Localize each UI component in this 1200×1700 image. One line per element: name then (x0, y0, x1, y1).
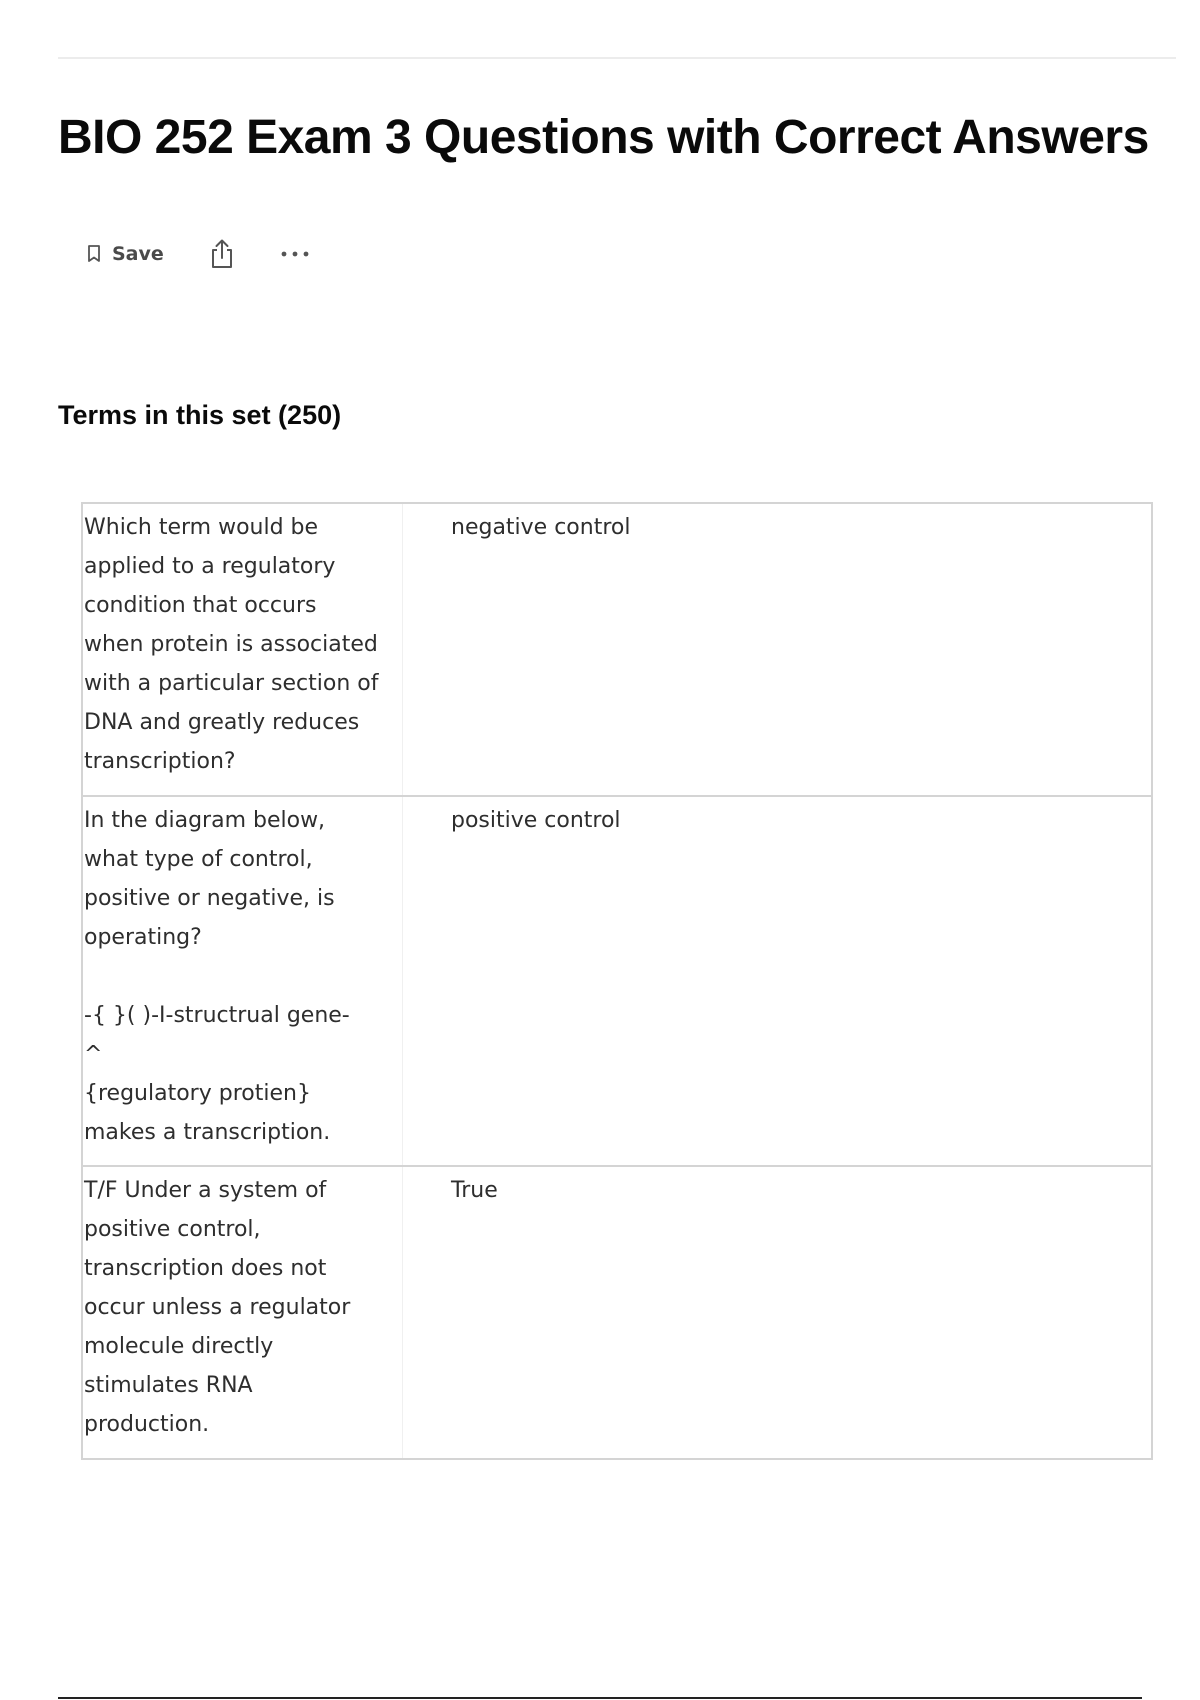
action-bar (86, 236, 310, 272)
term-row (81, 1167, 1153, 1460)
terms-heading: Terms in this set (250) (58, 400, 342, 430)
page-title: BIO 252 Exam 3 Questions with Correct Answers (58, 111, 1149, 164)
top-divider (58, 57, 1176, 59)
save-label: Save (112, 243, 164, 265)
more-options-button[interactable] (280, 250, 310, 258)
definition-text: positive control (451, 808, 621, 833)
more-options-icon (280, 250, 310, 258)
term-row (81, 502, 1153, 797)
term-text: In the diagram below, what type of control, positive or negative, is operating? -{ }( )-I-structrual gene- ^ {regulatory protien} makes a transcription. (83, 797, 403, 1165)
definition-text: negative control (451, 515, 631, 540)
term-row (81, 797, 1153, 1167)
definition-text: True (451, 1178, 498, 1203)
share-button[interactable] (208, 238, 236, 270)
bookmark-icon (86, 244, 102, 264)
save-button[interactable] (86, 243, 164, 265)
share-icon (208, 238, 236, 270)
term-text: Which term would be applied to a regulatory condition that occurs when protein is associated with a particular section of DNA and greatly reduces transcription? (83, 504, 403, 795)
term-text: T/F Under a system of positive control, transcription does not occur unless a regulator molecule directly stimulates RNA production. (83, 1167, 403, 1458)
terms-table (81, 502, 1153, 1460)
bottom-divider (58, 1697, 1142, 1699)
